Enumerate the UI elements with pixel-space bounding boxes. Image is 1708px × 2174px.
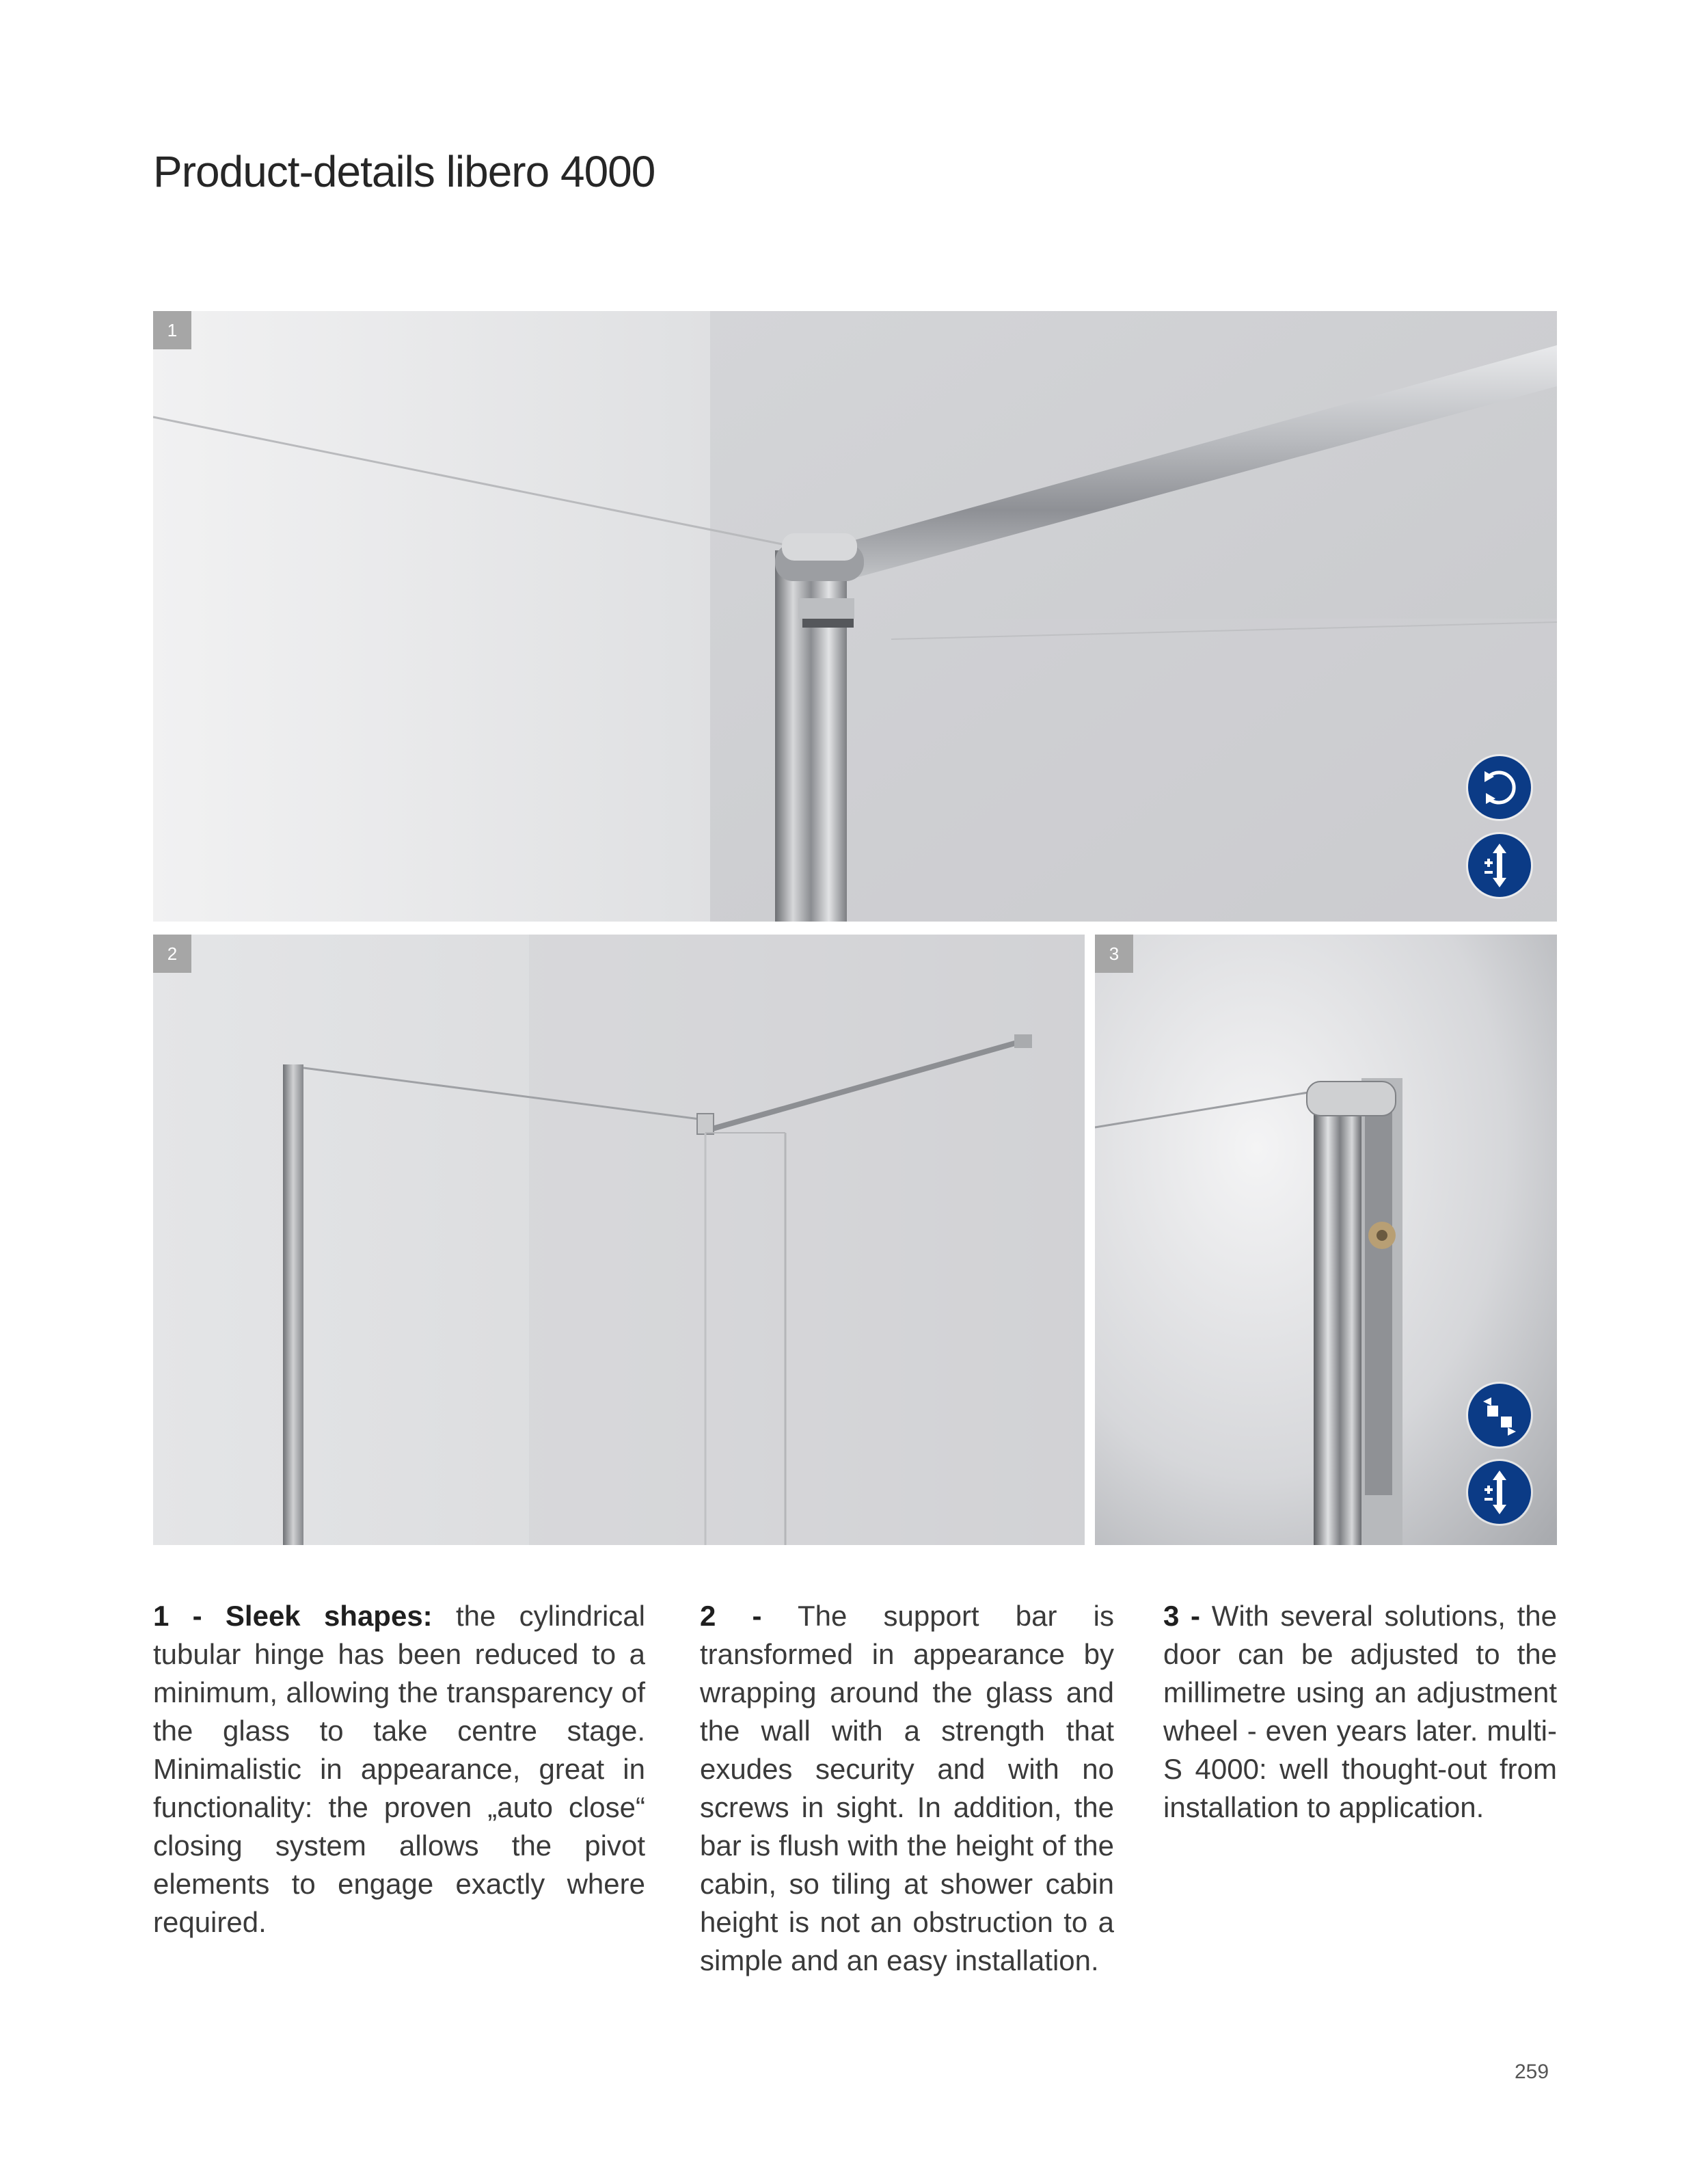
description-1-text: the cylindrical tubular hinge has been reduced to a minimum, allowing the transparency of the glass to take centre stage. Minimalistic in appearance, great in functionality: the proven „auto close“ closing system allows the pivot elements to engage exactly where required. bbox=[153, 1600, 645, 1938]
page-number: 259 bbox=[1515, 2061, 1549, 2083]
photo-number-badge: 3 bbox=[1095, 935, 1133, 973]
photo-number-badge: 2 bbox=[153, 935, 191, 973]
description-3-lead: 3 - bbox=[1163, 1600, 1201, 1632]
offset-adjust-icon bbox=[1468, 1384, 1531, 1447]
description-1-lead: 1 - Sleek shapes: bbox=[153, 1600, 433, 1632]
description-2-text: The support bar is transformed in appearance by wrapping around the glass and the wall with a strength that exudes security and with no screws in sight. In addition, the bar is flush with the height of the cabin, so tiling at shower cabin height is not an obstruction to a simple and an easy installation. bbox=[700, 1600, 1114, 1976]
photo-3 bbox=[1095, 935, 1557, 1545]
glass-panel-photo-2 bbox=[153, 935, 1085, 1545]
photo-2 bbox=[153, 935, 1085, 1545]
page-title: Product-details libero 4000 bbox=[153, 147, 655, 196]
height-adjust-icon bbox=[1468, 1461, 1531, 1524]
hinge-photo-3 bbox=[1095, 935, 1557, 1545]
photo-1 bbox=[153, 311, 1557, 922]
description-2 bbox=[700, 1597, 1114, 1980]
hinge-photo-1 bbox=[153, 311, 1557, 922]
photo-number-badge: 1 bbox=[153, 311, 191, 349]
rotate-icon bbox=[1468, 756, 1531, 819]
description-3 bbox=[1163, 1597, 1557, 1827]
description-1 bbox=[153, 1597, 645, 1942]
description-3-text: With several solutions, the door can be adjusted to the millimetre using an adjustment wheel - even years later. multi-S 4000: well thought-out from installation to application. bbox=[1163, 1600, 1558, 1823]
description-2-lead: 2 - bbox=[700, 1600, 762, 1632]
height-adjust-icon bbox=[1468, 834, 1531, 897]
